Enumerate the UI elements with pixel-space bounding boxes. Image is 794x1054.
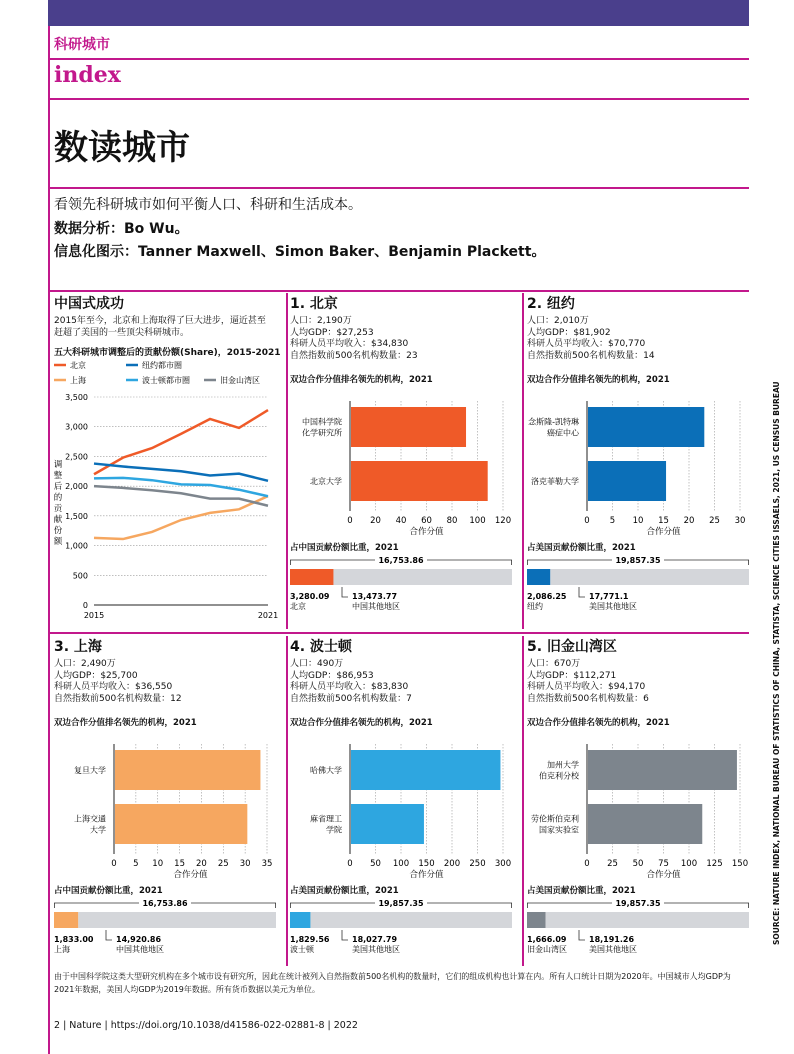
city-stat: 人均GDP：$81,902 (527, 327, 611, 338)
x-tick-label: 15 (174, 859, 185, 869)
city-stat: 人口：2,010万 (527, 316, 589, 326)
x-tick-label: 20 (370, 516, 381, 526)
legend-entry: 上海 (70, 376, 86, 385)
category-label: 化学研究所 (302, 428, 342, 438)
x-tick-label: 120 (494, 516, 512, 526)
share-chart-title: 占美国贡献份额比重，2021 (527, 886, 636, 896)
x-tick-label: 100 (392, 859, 410, 869)
bar-chart (290, 732, 514, 882)
city-stat: 人均GDP：$112,271 (527, 670, 617, 681)
bar (351, 804, 424, 844)
bar-chart-title: 双边合作分值排名领先的机构，2021 (527, 718, 670, 728)
y-axis-label: 献 (53, 515, 63, 525)
city-stat: 人均GDP：$25,700 (54, 670, 138, 681)
x-tick-label: 80 (446, 516, 458, 526)
city-stat: 人口：670万 (527, 659, 581, 669)
share-segment (310, 912, 512, 928)
bar (588, 407, 704, 447)
x-tick-label: 25 (217, 859, 229, 869)
rule (48, 290, 749, 292)
category-label: 劳伦斯伯克利 (531, 814, 579, 824)
top-banner (48, 0, 749, 26)
city-stat: 科研人员平均收入：$83,830 (290, 682, 409, 692)
x-axis-label: 合作分值 (646, 870, 681, 880)
panel-desc: 赶超了美国的一些顶尖科研城市。 (54, 327, 190, 338)
bar-chart (54, 732, 278, 882)
index-label: index (54, 62, 121, 88)
series-line (94, 410, 268, 474)
bar-chart-title: 双边合作分值排名领先的机构，2021 (290, 375, 433, 385)
bar (351, 461, 488, 501)
share-chart-title: 占美国贡献份额比重，2021 (290, 886, 399, 896)
line-panel (54, 293, 282, 360)
city-stat: 自然指数前500名机构数量：14 (527, 350, 655, 361)
x-tick-label: 25 (607, 859, 618, 869)
share-chart-title: 占中国贡献份额比重，2021 (54, 886, 163, 896)
city-stat: 科研人员平均收入：$36,550 (54, 682, 173, 692)
page-title: 数读城市 (54, 128, 190, 168)
x-tick-label: 250 (469, 859, 486, 869)
city-stat: 科研人员平均收入：$94,170 (527, 682, 646, 692)
city-panel (527, 293, 751, 623)
rule (48, 632, 749, 634)
category-label: 加州大学 (547, 760, 579, 770)
bar (115, 750, 260, 790)
intro-line: 数据分析：Bo Wu。 (54, 221, 189, 237)
y-tick-label: 3,000 (65, 422, 88, 432)
x-tick-label: 100 (469, 516, 486, 526)
category-label: 中国其他地区 (116, 945, 164, 954)
bar (588, 750, 737, 790)
bar (115, 804, 247, 844)
city-title: 1. 北京 (290, 296, 338, 312)
panel-divider (522, 293, 524, 629)
value-label: 2,086.25 (527, 592, 567, 601)
footer: 2 | Nature | https://doi.org/10.1038/d41586-022-02881-8 | 2022 (54, 1020, 358, 1031)
x-axis-label: 合作分值 (173, 870, 208, 880)
total-label: 19,857.35 (615, 899, 661, 908)
city-panel (290, 636, 514, 966)
value-label: 13,473.77 (352, 592, 398, 601)
source-credit: SOURCE: NATURE INDEX, NATIONAL BUREAU OF STATISTICS OF CHINA, STATISTA, SCIENCE CITIES ISSAELS, 2021, US CENSUS BUREAU (772, 381, 781, 945)
share-chart-title: 占中国贡献份额比重，2021 (290, 543, 399, 553)
category-label: 美国其他地区 (352, 945, 400, 954)
city-stat: 自然指数前500名机构数量：7 (290, 693, 412, 704)
line-chart (48, 355, 282, 630)
bar-chart (527, 389, 751, 539)
bar-chart-title: 双边合作分值排名领先的机构，2021 (527, 375, 670, 385)
share-bar (54, 898, 278, 962)
x-tick-label: 0 (111, 859, 117, 869)
category-label: 癌症中心 (547, 428, 579, 438)
panel-desc: 2015年至今，北京和上海取得了巨大进步，逼近甚至 (54, 316, 266, 326)
city-stat: 人口：490万 (290, 659, 344, 669)
category-label: 上海交通 (74, 814, 106, 824)
x-tick-label: 150 (418, 859, 435, 869)
category-label: 上海 (54, 945, 70, 954)
x-tick-label: 25 (709, 516, 720, 526)
value-label: 17,771.1 (589, 592, 629, 601)
footnote: 由于中国科学院这类大型研究机构在多个城市设有研究所，因此在统计被列入自然指数前500名机构的数量时，它们的组成机构也计算在内。所有人口统计日期为2020年。中国城市人均GDP为2021年数据，美国人均GDP为2019年数据。所有货币数据以美元为单位。 (54, 972, 731, 994)
y-tick-label: 2,000 (65, 482, 88, 492)
rule (48, 187, 749, 189)
category-label: 大学 (90, 825, 106, 835)
y-axis-label: 额 (53, 537, 63, 547)
category-label: 麻省理工 (310, 814, 342, 824)
bar (351, 750, 500, 790)
share-segment (527, 912, 546, 928)
x-tick-label: 5 (609, 516, 616, 526)
category-label: 美国其他地区 (589, 945, 637, 954)
share-segment (54, 912, 78, 928)
x-axis-label: 合作分值 (646, 527, 681, 537)
y-axis-label: 份 (53, 526, 63, 536)
city-panel (527, 636, 751, 966)
x-tick-label: 50 (632, 859, 644, 869)
x-tick-label: 20 (196, 859, 207, 869)
category-label: 中国其他地区 (352, 602, 400, 611)
value-label: 18,191.26 (589, 935, 635, 944)
intro-line: 信息化图示：Tanner Maxwell、Simon Baker、Benjamin Plackett。 (54, 244, 546, 260)
y-axis-label: 贡 (53, 504, 63, 514)
y-tick-label: 0 (82, 601, 88, 610)
city-stat: 科研人员平均收入：$34,830 (290, 339, 409, 349)
legend-entry: 北京 (70, 361, 86, 370)
category-label: 北京大学 (310, 477, 342, 486)
panel-divider (286, 293, 288, 629)
x-tick-label: 30 (239, 859, 251, 869)
x-tick-label: 150 (731, 859, 749, 869)
category-label: 念斯隆-凯特琳 (528, 417, 579, 427)
value-label: 1,829.56 (290, 935, 330, 944)
category-label: 复旦大学 (74, 766, 106, 775)
share-bar (290, 555, 514, 619)
x-tick-label: 200 (443, 859, 461, 869)
leader-line (579, 587, 585, 597)
y-axis-label: 的 (53, 493, 63, 503)
total-label: 19,857.35 (378, 899, 424, 908)
bar (588, 461, 666, 501)
total-label: 16,753.86 (378, 556, 424, 565)
category-label: 哈佛大学 (310, 766, 342, 775)
x-tick-label: 30 (734, 516, 746, 526)
total-label: 16,753.86 (142, 899, 188, 908)
leader-line (342, 587, 348, 597)
bar (351, 407, 466, 447)
city-title: 4. 波士顿 (290, 639, 352, 655)
city-stat: 自然指数前500名机构数量：6 (527, 693, 649, 704)
share-bar (527, 555, 751, 619)
legend-entry: 旧金山湾区 (220, 376, 260, 385)
x-tick-label: 2021 (257, 611, 279, 620)
x-tick-label: 10 (632, 516, 644, 526)
value-label: 18,027.79 (352, 935, 398, 944)
x-tick-label: 20 (683, 516, 695, 526)
rule (48, 58, 749, 60)
share-chart-title: 占美国贡献份额比重，2021 (527, 543, 636, 553)
x-tick-label: 40 (395, 516, 407, 526)
x-tick-label: 0 (347, 859, 353, 869)
share-segment (546, 912, 749, 928)
total-label: 19,857.35 (615, 556, 661, 565)
x-tick-label: 0 (347, 516, 353, 526)
value-label: 14,920.86 (116, 935, 162, 944)
city-title: 2. 纽约 (527, 296, 575, 312)
share-segment (527, 569, 550, 585)
section-label: 科研城市 (54, 37, 110, 53)
category-label: 旧金山湾区 (527, 945, 567, 954)
share-bar (290, 898, 514, 962)
rule (48, 98, 749, 100)
x-tick-label: 15 (658, 516, 669, 526)
category-label: 中国科学院 (302, 417, 342, 427)
city-stat: 科研人员平均收入：$70,770 (527, 339, 646, 349)
category-label: 洛克菲勒大学 (531, 477, 579, 486)
x-tick-label: 0 (584, 859, 590, 869)
x-tick-label: 50 (370, 859, 381, 869)
city-panel (290, 293, 514, 623)
y-axis-label: 调 (53, 460, 63, 470)
y-axis-label: 后 (53, 482, 63, 492)
leader-line (579, 930, 585, 940)
category-label: 国家实验室 (539, 825, 579, 835)
leader-line (342, 930, 348, 940)
y-tick-label: 3,500 (65, 393, 88, 402)
y-tick-label: 2,500 (65, 452, 88, 462)
bar-chart-title: 双边合作分值排名领先的机构，2021 (290, 718, 433, 728)
city-stat: 人口：2,190万 (290, 316, 352, 326)
value-label: 1,833.00 (54, 935, 94, 944)
series-line (94, 496, 268, 539)
category-label: 波士顿 (290, 945, 314, 954)
x-tick-label: 35 (261, 859, 273, 869)
city-stat: 人均GDP：$86,953 (290, 670, 374, 681)
share-segment (290, 569, 333, 585)
city-stat: 自然指数前500名机构数量：12 (54, 693, 182, 704)
city-stat: 人均GDP：$27,253 (290, 327, 374, 338)
y-axis-label: 整 (53, 471, 63, 481)
leader-line (106, 930, 112, 940)
city-panel (54, 636, 278, 966)
category-label: 纽约 (527, 602, 543, 611)
value-label: 1,666.09 (527, 935, 567, 944)
category-label: 美国其他地区 (589, 602, 637, 611)
category-label: 北京 (290, 602, 306, 611)
legend-entry: 波士顿都市圈 (142, 376, 190, 385)
x-axis-label: 合作分值 (409, 870, 444, 880)
city-title: 5. 旧金山湾区 (527, 639, 617, 655)
chart-title: 五大科研城市调整后的贡献份额(Share)，2015-2021 (54, 348, 281, 358)
x-tick-label: 125 (706, 859, 723, 869)
x-tick-label: 0 (584, 516, 590, 526)
x-tick-label: 5 (133, 859, 139, 869)
city-stat: 自然指数前500名机构数量：23 (290, 350, 418, 361)
x-tick-label: 75 (658, 859, 669, 869)
intro-line: 看领先科研城市如何平衡人口、科研和生活成本。 (54, 197, 362, 213)
y-tick-label: 1,500 (65, 511, 88, 521)
y-tick-label: 500 (72, 571, 88, 581)
x-tick-label: 60 (421, 516, 432, 526)
x-tick-label: 100 (680, 859, 698, 869)
bar-chart-title: 双边合作分值排名领先的机构，2021 (54, 718, 197, 728)
share-segment (290, 912, 310, 928)
share-segment (78, 912, 276, 928)
legend-entry: 纽约都市圈 (142, 361, 182, 370)
category-label: 伯克利分校 (539, 771, 579, 781)
city-title: 3. 上海 (54, 639, 102, 655)
panel-divider (286, 636, 288, 966)
share-segment (333, 569, 512, 585)
x-axis-label: 合作分值 (409, 527, 444, 537)
city-stat: 人口：2,490万 (54, 659, 116, 669)
bar-chart (290, 389, 514, 539)
bar (588, 804, 702, 844)
value-label: 3,280.09 (290, 592, 330, 601)
x-tick-label: 10 (152, 859, 164, 869)
panel-divider (522, 636, 524, 966)
share-bar (527, 898, 751, 962)
share-segment (550, 569, 749, 585)
category-label: 学院 (326, 825, 342, 835)
x-tick-label: 2015 (83, 611, 105, 620)
y-tick-label: 1,000 (65, 541, 88, 551)
bar-chart (527, 732, 751, 882)
panel-title: 中国式成功 (54, 296, 124, 312)
x-tick-label: 300 (494, 859, 512, 869)
